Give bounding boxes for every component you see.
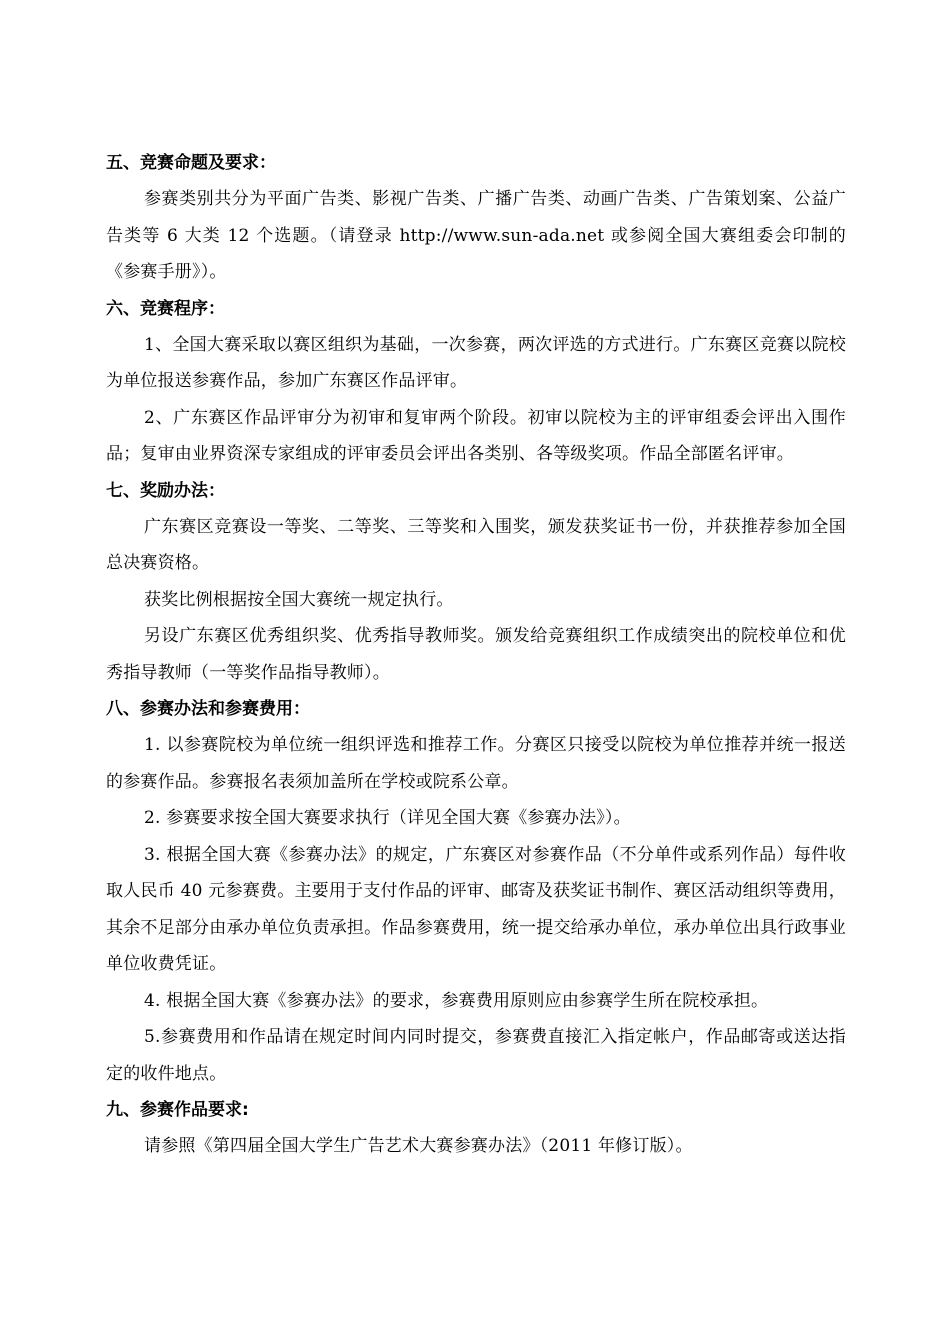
section-heading-5: 五、竞赛命题及要求： — [106, 153, 276, 173]
paragraph: 1、全国大赛采取以赛区组织为基础，一次参赛，两次评选的方式进行。广东赛区竞赛以院校为单位报送参赛作品，参加广东赛区作品评审。 — [106, 334, 846, 391]
paragraph: 5.参赛费用和作品请在规定时间内同时提交，参赛费直接汇入指定帐户，作品邮寄或送达指定的收件地点。 — [106, 1027, 846, 1084]
paragraph: 2、广东赛区作品评审分为初审和复审两个阶段。初审以院校为主的评审组委会评出入围作品；复审由业界资深专家组成的评审委员会评出各类别、各等级奖项。作品全部匿名评审。 — [106, 407, 846, 464]
document-page — [106, 145, 846, 1165]
paragraph: 另设广东赛区优秀组织奖、优秀指导教师奖。颁发给竞赛组织工作成绩突出的院校单位和优秀指导教师（一等奖作品指导教师）。 — [106, 626, 846, 683]
paragraph: 1. 以参赛院校为单位统一组织评选和推荐工作。分赛区只接受以院校为单位推荐并统一报送的参赛作品。参赛报名表须加盖所在学校或院系公章。 — [106, 735, 846, 792]
section-heading-7: 七、奖励办法： — [106, 480, 225, 501]
paragraph: 广东赛区竞赛设一等奖、二等奖、三等奖和入围奖，颁发获奖证书一份，并获推荐参加全国总决赛资格。 — [106, 516, 846, 573]
paragraph: 请参照《第四届全国大学生广告艺术大赛参赛办法》（2011 年修订版）。 — [144, 1136, 693, 1156]
paragraph: 参赛类别共分为平面广告类、影视广告类、广播广告类、动画广告类、广告策划案、公益广告类等 6 大类 12 个选题。（请登录 http://www.sun-ada.net 或参阅全国大赛组委会印制的《参赛手册》）。 — [106, 189, 846, 282]
paragraph: 4. 根据全国大赛《参赛办法》的要求，参赛费用原则应由参赛学生所在院校承担。 — [144, 990, 769, 1011]
paragraph: 获奖比例根据按全国大赛统一规定执行。 — [144, 589, 454, 610]
section-heading-6: 六、竞赛程序： — [106, 298, 225, 319]
paragraph: 2. 参赛要求按全国大赛要求执行（详见全国大赛《参赛办法》）。 — [144, 808, 631, 828]
section-heading-8: 八、参赛办法和参赛费用： — [106, 699, 310, 719]
paragraph: 3. 根据全国大赛《参赛办法》的规定，广东赛区对参赛作品（不分单件或系列作品）每件收取人民币 40 元参赛费。主要用于支付作品的评审、邮寄及获奖证书制作、赛区活动组织等费用，其余不足部分由承办单位负责承担。作品参赛费用，统一提交给承办单位，承办单位出具行政事业单位收费凭证。 — [106, 844, 846, 974]
section-heading-9: 九、参赛作品要求: — [106, 1100, 249, 1120]
